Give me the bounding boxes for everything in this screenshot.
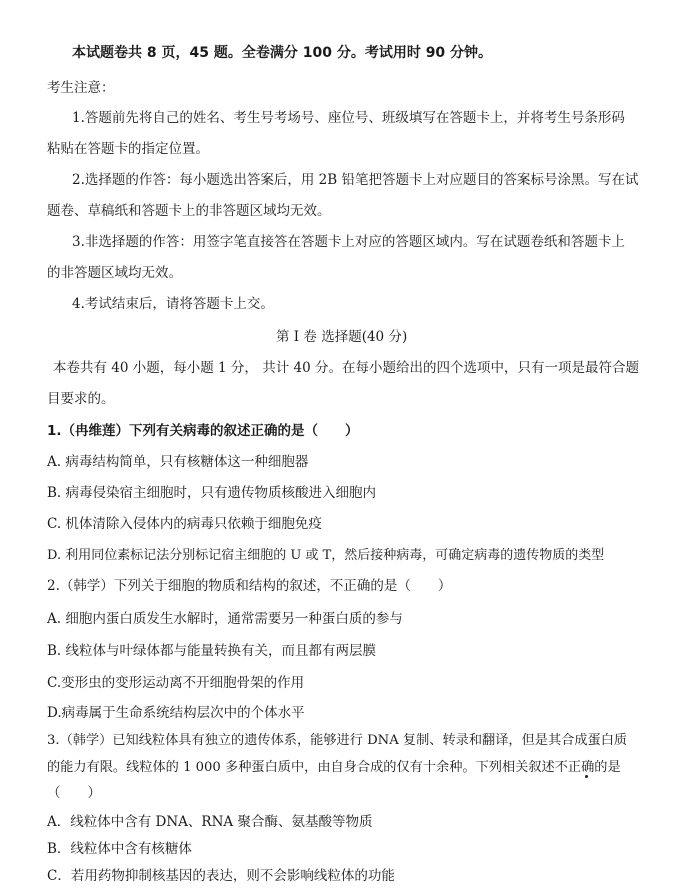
notice-line: 的非答题区域均无效。	[47, 265, 182, 281]
question-stem: （ ）	[47, 785, 101, 801]
section-intro: 目要求的。	[47, 391, 115, 407]
question-option: D. 利用同位素标记法分别标记宿主细胞的 U 或 T，然后接种病毒，可确定病毒的遗传物质的类型	[47, 548, 605, 563]
question-option: C. 机体清除入侵体内的病毒只依赖于细胞免疫	[47, 516, 322, 532]
notice-line: 题卷、草稿纸和答题卡上的非答题区域均无效。	[47, 203, 331, 219]
question-stem: 3.（韩学）已知线粒体具有独立的遗传体系，能够进行 DNA 复制、转录和翻译，但是其合成蛋白质	[47, 733, 628, 748]
question-option: C．若用药物抑制核基因的表达，则不会影响线粒体的功能	[47, 868, 395, 884]
question-option: A. 细胞内蛋白质发生水解时，通常需要另一种蛋白质的参与	[47, 611, 403, 627]
section-intro: 本卷共有 40 小题，每小题 1 分， 共计 40 分。在每小题给出的四个选项中，只有一项是最符合题	[53, 360, 639, 376]
notice-line: 4.考试结束后，请将答题卡上交。	[72, 296, 274, 312]
notice-line: 1.答题前先将自己的姓名、考生号考场号、座位号、班级填写在答题卡上，并将考生号条形码	[72, 110, 625, 126]
question-option: A. 病毒结构简单，只有核糖体这一种细胞器	[47, 454, 309, 470]
question-option: A．线粒体中含有 DNA、RNA 聚合酶、氨基酸等物质	[47, 814, 373, 830]
question-option: C.变形虫的变形运动离不开细胞骨架的作用	[47, 675, 305, 691]
question-stem: 1.（冉维莲）下列有关病毒的叙述正确的是（ ）	[47, 423, 359, 439]
exam-summary: 本试题卷共 8 页，45 题。全卷满分 100 分。考试用时 90 分钟。	[72, 45, 493, 61]
notice-title: 考生注意：	[47, 80, 115, 96]
notice-line: 粘贴在答题卡的指定位置。	[47, 141, 209, 157]
notice-line: 2.选择题的作答：每小题选出答案后，用 2B 铅笔把答题卡上对应题目的答案标号涂黑。写在试	[72, 172, 639, 188]
question-option: B. 线粒体与叶绿体都与能量转换有关，而且都有两层膜	[47, 643, 377, 659]
stray-dot	[585, 775, 588, 778]
question-option: B．线粒体中含有核糖体	[47, 841, 192, 857]
question-stem: 的能力有限。线粒体的 1 000 多种蛋白质中，由自身合成的仅有十余种。下列相关叙述不正确的是	[47, 760, 621, 775]
section-title: 第 I 卷 选择题(40 分)	[276, 329, 408, 345]
question-stem: 2.（韩学）下列关于细胞的物质和结构的叙述，不正确的是（ ）	[47, 578, 452, 594]
question-option: B. 病毒侵染宿主细胞时，只有遗传物质核酸进入细胞内	[47, 485, 377, 501]
question-option: D.病毒属于生命系统结构层次中的个体水平	[47, 705, 305, 721]
notice-line: 3.非选择题的作答：用签字笔直接答在答题卡上对应的答题区域内。写在试题卷纸和答题卡上	[72, 234, 625, 250]
